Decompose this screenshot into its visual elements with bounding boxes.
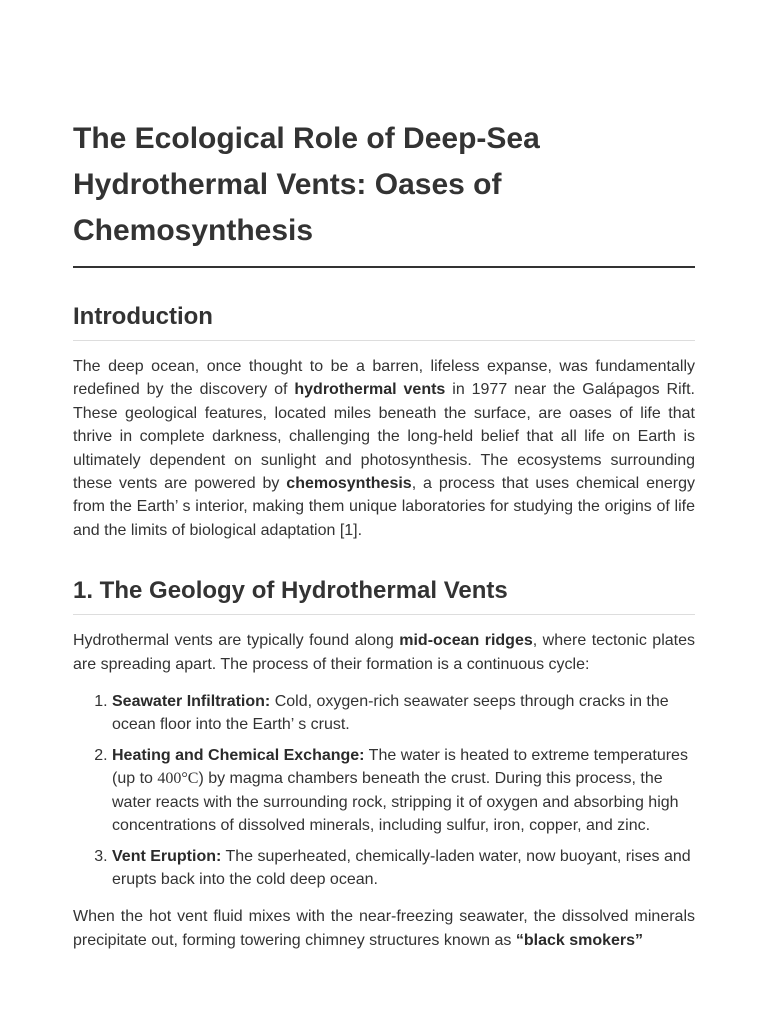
intro-term-chemosynthesis: chemosynthesis bbox=[286, 475, 412, 493]
geology-text-2: , where tectonic plates are spreading apart. The process of their formation is a continuous cycle: bbox=[73, 632, 695, 673]
intro-text-1: The deep ocean, once thought to be a barren, lifeless expanse, was fundamentally redefined by the discovery of bbox=[73, 358, 695, 399]
section-heading-geology: 1. The Geology of Hydrothermal Vents bbox=[73, 576, 695, 615]
temperature-value: 400°C bbox=[157, 770, 199, 788]
geology-term-black-smokers: “black smokers” bbox=[515, 931, 644, 949]
list-item bbox=[112, 690, 695, 737]
geology-paragraph-2 bbox=[73, 905, 695, 952]
step-label: Heating and Chemical Exchange: bbox=[112, 746, 365, 764]
step-text-continued: ) by magma chambers beneath the crust. During this process, the water reacts with the surrounding rock, stripping it of oxygen and absorbing high concentrations of dissolved minerals, including sulfur, iron, copper, and zinc. bbox=[112, 770, 679, 835]
step-text: The superheated, chemically-laden water, now buoyant, rises and erupts back into the cold deep ocean. bbox=[112, 847, 691, 888]
vent-formation-steps bbox=[73, 690, 695, 891]
introduction-paragraph bbox=[73, 355, 695, 542]
geology-term-mid-ocean-ridges: mid-ocean ridges bbox=[399, 632, 533, 650]
list-item bbox=[112, 744, 695, 838]
intro-text-3: , a process that uses chemical energy from the Earth’ s interior, making them unique laboratories for studying the origins of life and the limits of biological adaptation [1]. bbox=[73, 475, 696, 539]
geology-paragraph-1 bbox=[73, 629, 695, 676]
geology-text-1: Hydrothermal vents are typically found along bbox=[73, 632, 400, 650]
document-page bbox=[73, 116, 695, 952]
section-heading-introduction: Introduction bbox=[73, 302, 695, 341]
document-title: The Ecological Role of Deep-Sea Hydrothermal Vents: Oases of Chemosynthesis bbox=[73, 116, 695, 268]
geology-text-3: When the hot vent fluid mixes with the near-freezing seawater, the dissolved minerals precipitate out, forming towering chimney structures known as bbox=[73, 908, 695, 949]
list-item bbox=[112, 845, 695, 892]
step-label: Vent Eruption: bbox=[112, 847, 222, 865]
intro-text-2: in 1977 near the Galápagos Rift. These geological features, located miles beneath the surface, are oases of life that thrive in complete darkness, challenging the long-held belief that all life on Earth is ultimately dependent on sunlight and photosynthesis. The ecosystems surrounding these vents are powered by bbox=[73, 381, 695, 493]
step-text: Cold, oxygen-rich seawater seeps through cracks in the ocean floor into the Earth’ s crust. bbox=[112, 693, 669, 734]
intro-term-hydrothermal-vents: hydrothermal vents bbox=[294, 381, 446, 399]
step-label: Seawater Infiltration: bbox=[112, 693, 271, 711]
step-text: The water is heated to extreme temperatures (up to bbox=[112, 746, 688, 788]
